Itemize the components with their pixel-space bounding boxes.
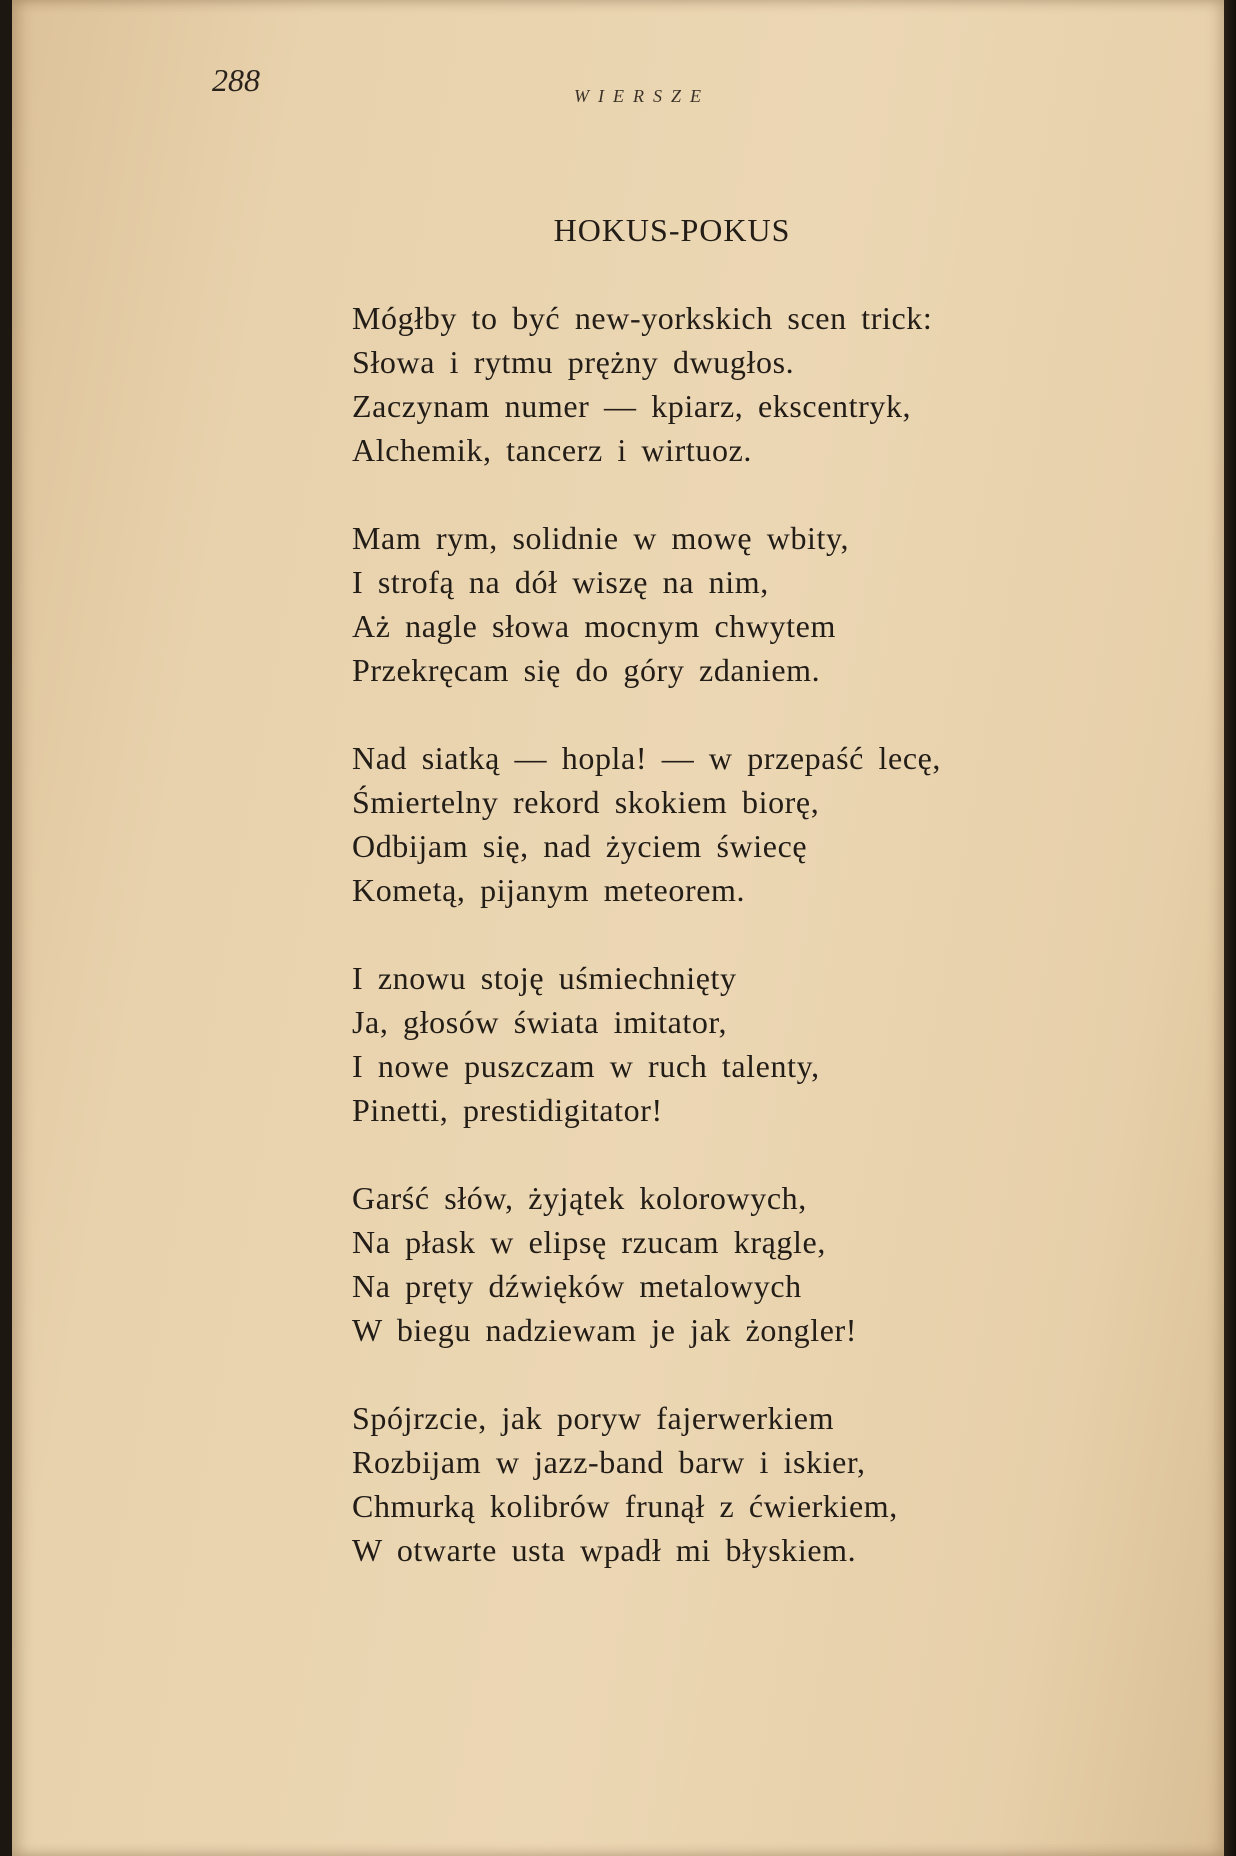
poem-line: Spójrzcie, jak poryw fajerwerkiem [352,1400,835,1436]
poem-line: I strofą na dół wiszę na nim, [352,564,769,600]
poem-line: Garść słów, żyjątek kolorowych, [352,1180,807,1216]
poem-line: W biegu nadziewam je jak żongler! [352,1312,858,1348]
book-edge-shadow [1224,0,1236,1856]
stanza-3 [352,736,1072,912]
book-page [12,0,1224,1856]
stanza-1 [352,296,1072,472]
poem-line: Ja, głosów świata imitator, [352,1004,728,1040]
poem-line: Śmiertelny rekord skokiem biorę, [352,784,820,820]
poem-line: Słowa i rytmu prężny dwugłos. [352,344,795,380]
poem-title: HOKUS-POKUS [553,212,791,248]
poem-line: I znowu stoję uśmiechnięty [352,960,737,996]
poem-body [352,296,1072,1616]
stanza-6 [352,1396,1072,1572]
poem-line: I nowe puszczam w ruch talenty, [352,1048,820,1084]
poem-line: Pinetti, prestidigitator! [352,1092,663,1128]
poem-line: Nad siatką — hopla! — w przepaść lecę, [352,740,942,776]
poem-line: Aż nagle słowa mocnym chwytem [352,608,836,644]
poem-line: Na pręty dźwięków metalowych [352,1268,802,1304]
poem-line: Na płask w elipsę rzucam krągle, [352,1224,826,1260]
poem-line: Rozbijam w jazz-band barw i iskier, [352,1444,866,1480]
poem-line: W otwarte usta wpadł mi błyskiem. [352,1532,857,1568]
poem-line: Zaczynam numer — kpiarz, ekscentryk, [352,388,912,424]
stanza-4 [352,956,1072,1132]
poem-line: Alchemik, tancerz i wirtuoz. [352,432,752,468]
running-head: WIERSZE [574,86,710,106]
poem-line: Mam rym, solidnie w mowę wbity, [352,520,850,556]
poem-line: Kometą, pijanym meteorem. [352,872,746,908]
page-number: 288 [212,62,260,98]
poem-line: Przekręcam się do góry zdaniem. [352,652,821,688]
stanza-2 [352,516,1072,692]
poem-line: Mógłby to być new-yorkskich scen trick: [352,300,933,336]
stanza-5 [352,1176,1072,1352]
poem-line: Odbijam się, nad życiem świecę [352,828,808,864]
poem-line: Chmurką kolibrów frunął z ćwierkiem, [352,1488,898,1524]
